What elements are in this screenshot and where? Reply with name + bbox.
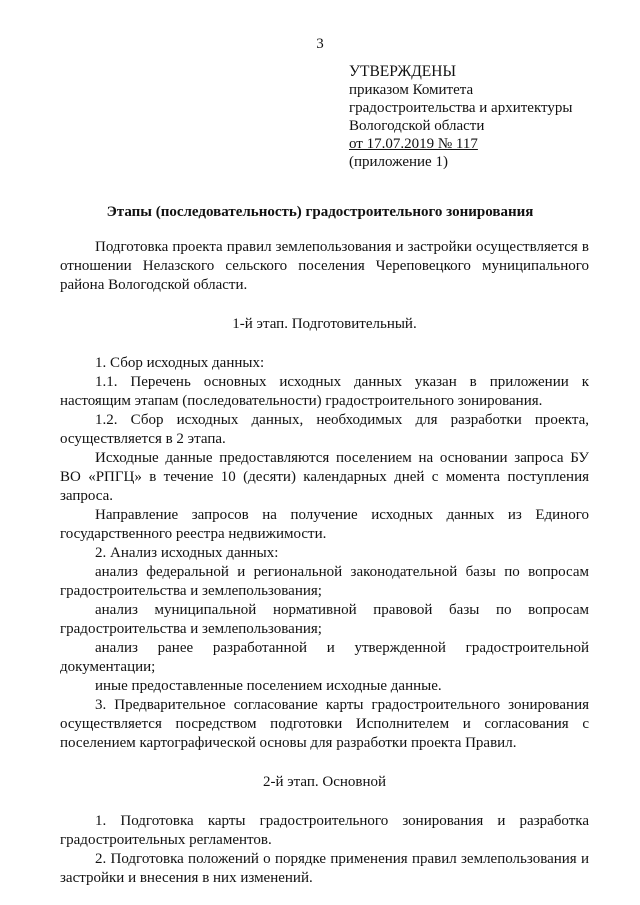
paragraph: 1. Сбор исходных данных:	[95, 355, 265, 371]
paragraph: 2. Анализ исходных данных:	[95, 545, 279, 561]
paragraph: 3. Предварительное согласование карты градостроительного зонирования осуществляется посредством подготовки Исполнителем и согласования с поселением картографической основы для разработки проекта Правил.	[60, 697, 589, 751]
approval-block	[349, 63, 572, 171]
document-title: Этапы (последовательность) градостроительного зонирования	[106, 204, 534, 220]
stage1-heading: 1-й этап. Подготовительный.	[232, 316, 417, 332]
approval-annex: (приложение 1)	[349, 154, 448, 170]
paragraph: 1. Подготовка карты градостроительного зонирования и разработка градостроительных регламентов.	[60, 813, 589, 848]
paragraph: 1.1. Перечень основных исходных данных указан в приложении к настоящим этапам (последовательности) градостроительного зонирования.	[60, 374, 589, 409]
paragraph: анализ муниципальной нормативной правовой базы по вопросам градостроительства и землепользования;	[60, 602, 589, 637]
paragraph: Исходные данные предоставляются поселением на основании запроса БУ ВО «РПГЦ» в течение 10 (десяти) календарных дней с момента поступления запроса.	[60, 450, 589, 504]
approval-order-date: от 17.07.2019 № 117	[349, 136, 478, 152]
page-number: 3	[316, 36, 324, 52]
paragraph: иные предоставленные поселением исходные данные.	[95, 678, 442, 694]
paragraph: 1.2. Сбор исходных данных, необходимых для разработки проекта, осуществляется в 2 этапа.	[60, 412, 589, 447]
paragraph: анализ федеральной и региональной законодательной базы по вопросам градостроительства и землепользования;	[60, 564, 589, 599]
approval-line: градостроительства и архитектуры	[349, 100, 573, 116]
intro-paragraph: Подготовка проекта правил землепользования и застройки осуществляется в отношении Нелазского сельского поселения Череповецкого муниципального района Вологодской области.	[60, 239, 589, 293]
approval-line: приказом Комитета	[349, 82, 474, 98]
paragraph: 2. Подготовка положений о порядке применения правил землепользования и застройки и внесения в них изменений.	[60, 851, 589, 886]
approval-line: Вологодской области	[349, 118, 485, 134]
approval-heading: УТВЕРЖДЕНЫ	[349, 63, 456, 80]
paragraph: анализ ранее разработанной и утвержденной градостроительной документации;	[60, 640, 589, 675]
stage2-heading: 2-й этап. Основной	[262, 774, 387, 790]
paragraph: Направление запросов на получение исходных данных из Единого государственного реестра недвижимости.	[60, 507, 589, 542]
document-body	[60, 238, 589, 888]
